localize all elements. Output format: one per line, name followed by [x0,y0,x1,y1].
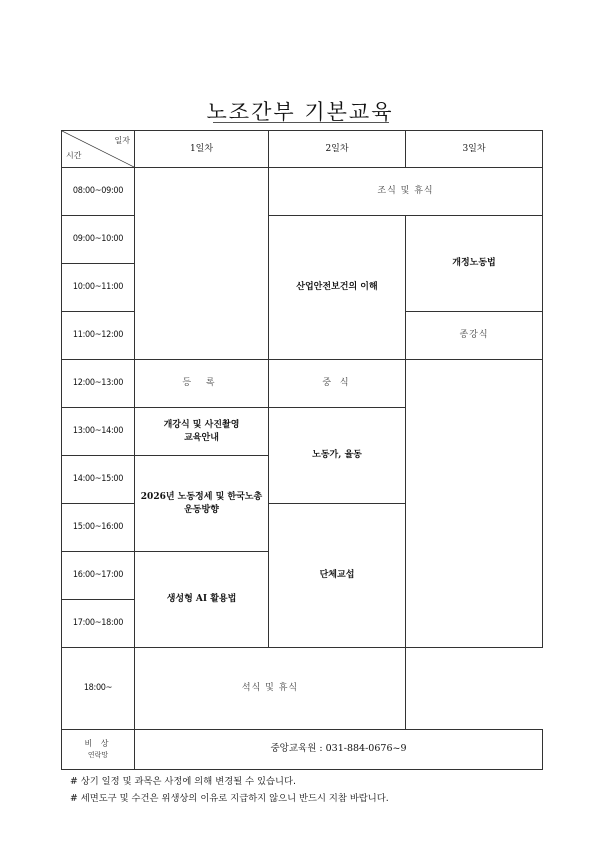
header-time-label: 시간 [66,151,82,161]
time-slot: 12:00~13:00 [62,360,135,408]
schedule-row [62,648,543,730]
day2-safety-cell: 산업안전보건의 이해 [269,216,406,360]
notes-section [70,773,540,807]
day2-song-cell: 노동가, 율동 [269,408,406,504]
header-corner-cell [62,131,135,168]
day2-lunch-cell: 중 식 [269,360,406,408]
time-slot: 13:00~14:00 [62,408,135,456]
header-row [62,131,543,168]
header-day-3: 3일차 [406,131,543,168]
day1-opening-cell: 개강식 및 사진촬영 교육안내 [135,408,269,456]
time-slot: 15:00~16:00 [62,504,135,552]
contact-label-line2: 연락망 [87,751,109,760]
day1-trends-cell: 2026년 노동정세 및 한국노총 운동방향 [135,456,269,552]
time-slot: 17:00~18:00 [62,600,135,648]
time-slot: 16:00~17:00 [62,552,135,600]
time-slot: 14:00~15:00 [62,456,135,504]
note-item: # 세면도구 및 수건은 위생상의 이유로 지급하지 않으니 반드시 지참 바랍니다. [70,793,389,804]
day3-afternoon-blank [406,360,543,648]
schedule-table [61,130,543,770]
time-slot: 18:00~ [62,648,135,730]
day1-morning-blank [135,168,269,360]
page-title: 노조간부 기본교육 [206,100,394,124]
schedule-row [62,216,543,264]
schedule-row [62,360,543,408]
time-slot: 10:00~11:00 [62,264,135,312]
schedule-row [62,168,543,216]
contact-label-line1: 비 상 [84,739,112,749]
time-slot: 08:00~09:00 [62,168,135,216]
contact-row [62,730,543,770]
time-slot: 09:00~10:00 [62,216,135,264]
header-date-label: 일자 [114,136,130,145]
title-underline [213,122,389,123]
header-day-2: 2일차 [269,131,406,168]
contact-label-cell [62,730,135,770]
dinner-cell: 석식 및 휴식 [135,648,406,730]
day1-registration-cell: 등 록 [135,360,269,408]
day3-closing-cell: 종강식 [406,312,543,360]
note-item: # 상기 일정 및 과목은 사정에 의해 변경될 수 있습니다. [70,776,296,787]
header-day-1: 1일차 [135,131,269,168]
day1-ai-cell: 생성형 AI 활용법 [135,552,269,648]
day2-bargaining-cell: 단체교섭 [269,504,406,648]
day2-breakfast-cell: 조식 및 휴식 [269,168,543,216]
contact-value-cell: 중앙교육원 : 031-884-0676~9 [135,730,543,770]
time-slot: 11:00~12:00 [62,312,135,360]
day3-labor-law-cell: 개정노동법 [406,216,543,312]
